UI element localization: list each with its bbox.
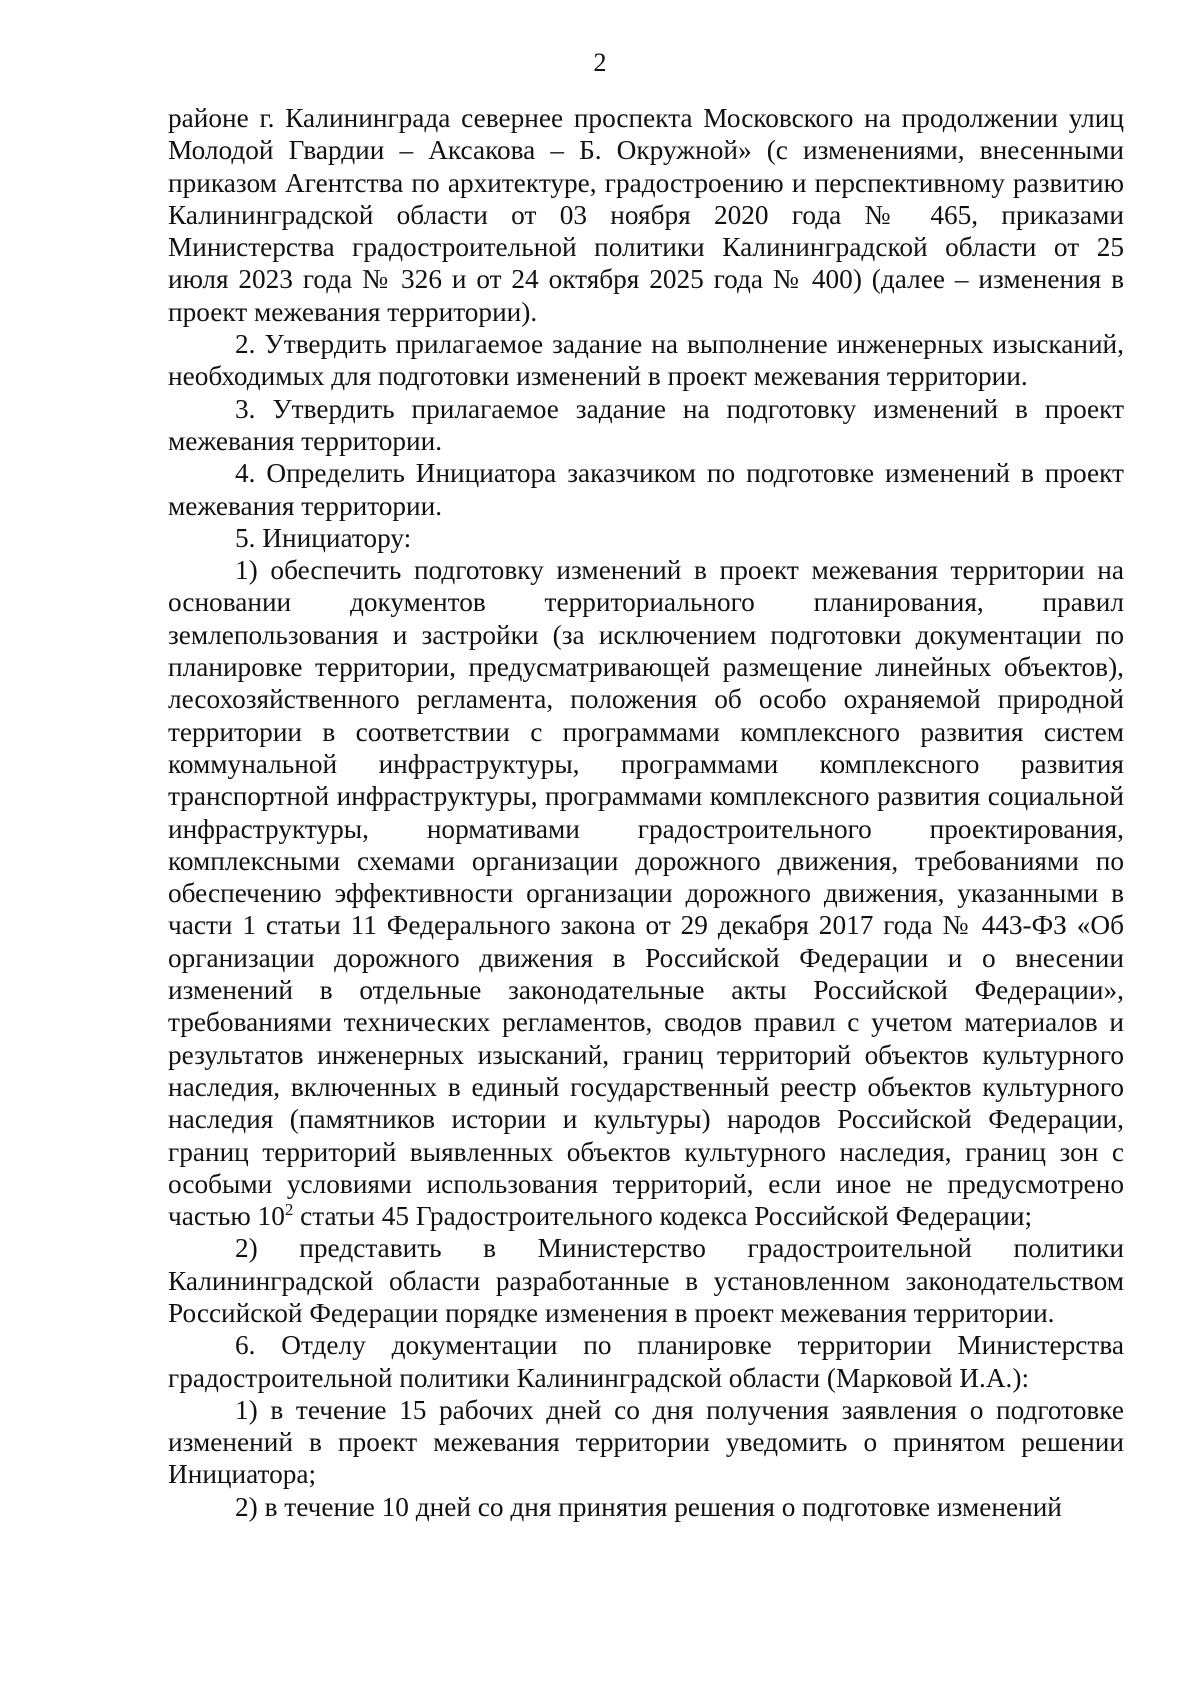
paragraph-item-4: 4. Определить Инициатора заказчиком по подготовке изменений в проект межевания территории. (168, 458, 1124, 521)
paragraph-item-6: 6. Отделу документации по планировке территории Министерства градостроительной политики Калининградской области (Марковой И.А.): (168, 1330, 1124, 1393)
paragraph-item-6-1: 1) в течение 15 рабочих дней со дня получения заявления о подготовке изменений в проект межевания территории уведомить о принятом решении Инициатора; (168, 1394, 1124, 1490)
document-body (168, 102, 1124, 1523)
paragraph-item-3: 3. Утвердить прилагаемое задание на подготовку изменений в проект межевания территории. (168, 393, 1124, 456)
paragraph-item-5-1-tail: статьи 45 Градостроительного кодекса Российской Федерации; (293, 1201, 1033, 1232)
page-number: 2 (593, 48, 607, 77)
paragraph-item-5-1 (168, 554, 1124, 1232)
paragraph-item-5-1-text: 1) обеспечить подготовку изменений в проект межевания территории на основании документов территориального планирования, правил землепользования и застройки (за исключением подготовки документации по планировке территории, предусматривающей размещение линейных объектов), лесохозяйственного регламента, положения об особо охраняемой природной территории в соответствии с программами комплексного развития систем коммунальной инфраструктуры, программами комплексного развития транспортной инфраструктуры, программами комплексного развития социальной инфраструктуры, нормативами градостроительного проектирования, комплексными схемами организации дорожного движения, требованиями по обеспечению эффективности организации дорожного движения, указанными в части 1 статьи 11 Федерального закона от 29 декабря 2017 года № 443-ФЗ «Об организации дорожного движения в Российской Федерации и о внесении изменений в отдельные законодательные акты Российской Федерации», требованиями технических регламентов, сводов правил с учетом материалов и результатов инженерных изысканий, границ территорий объектов культурного наследия, включенных в единый государственный реестр объектов культурного наследия (памятников истории и культуры) народов Российской Федерации, границ территорий выявленных объектов культурного наследия, границ зон с особыми условиями использования территорий, если иное не предусмотрено частью 10 (168, 555, 1124, 1232)
paragraph-item-5: 5. Инициатору: (235, 522, 412, 553)
paragraph-intro: районе г. Калининграда севернее проспекта Московского на продолжении улиц Молодой Гвардии – Аксакова – Б. Окружной» (с изменениями, внесенными приказом Агентства по архитектуре, градостроению и перспективному развитию Калининградской области от 03 ноября 2020 года № 465, приказами Министерства градостроительной политики Калининградской области от 25 июля 2023 года № 326 и от 24 октября 2025 года № 400) (далее – изменения в проект межевания территории). (168, 103, 1124, 327)
paragraph-item-6-2: 2) в течение 10 дней со дня принятия решения о подготовке изменений (235, 1491, 1062, 1522)
superscript-index: 2 (284, 1200, 294, 1219)
paragraph-item-5-2: 2) представить в Министерство градостроительной политики Калининградской области разработанные в установленном законодательством Российской Федерации порядке изменения в проект межевания территории. (168, 1233, 1124, 1328)
paragraph-item-2: 2. Утвердить прилагаемое задание на выполнение инженерных изысканий, необходимых для подготовки изменений в проект межевания территории. (168, 329, 1124, 392)
